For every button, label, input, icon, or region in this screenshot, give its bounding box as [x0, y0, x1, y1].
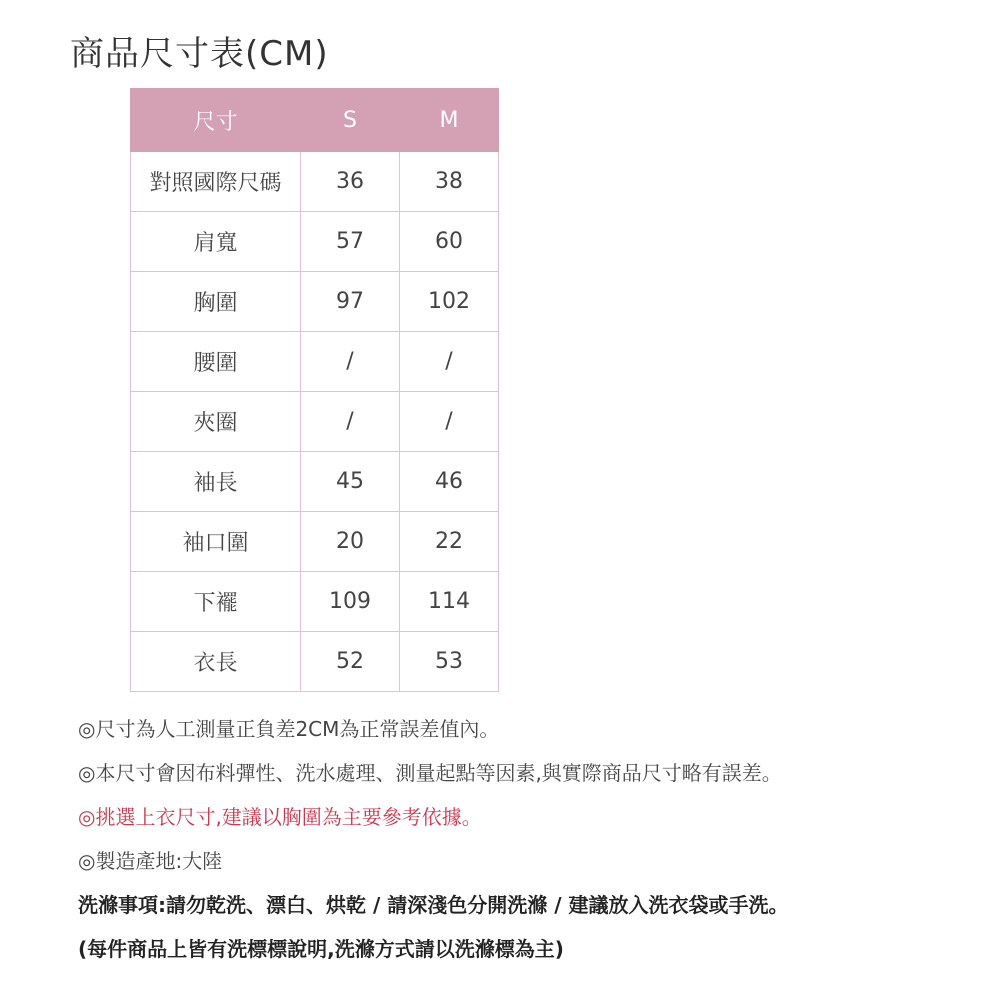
table-row — [131, 272, 499, 332]
table-row — [131, 572, 499, 632]
table-row — [131, 152, 499, 212]
row-label: 肩寬 — [131, 212, 301, 272]
table-row — [131, 332, 499, 392]
cell-m: 46 — [400, 452, 499, 512]
cell-m: 102 — [400, 272, 499, 332]
row-label: 腰圍 — [131, 332, 301, 392]
cell-m: 38 — [400, 152, 499, 212]
care-label-note: (每件商品上皆有洗標標說明,洗滌方式請以洗滌標為主) — [78, 937, 564, 961]
cell-s: 52 — [301, 632, 400, 692]
cell-m: 22 — [400, 512, 499, 572]
page-title: 商品尺寸表(CM) — [70, 34, 329, 74]
table-header-row — [131, 89, 499, 152]
cell-s: 45 — [301, 452, 400, 512]
table-row — [131, 632, 499, 692]
cell-s: / — [301, 332, 400, 392]
note-origin: ◎製造產地:大陸 — [78, 849, 223, 873]
cell-s: / — [301, 392, 400, 452]
cell-m: 60 — [400, 212, 499, 272]
cell-s: 97 — [301, 272, 400, 332]
header-size: 尺寸 — [131, 89, 301, 152]
cell-s: 109 — [301, 572, 400, 632]
row-label: 袖口圍 — [131, 512, 301, 572]
note-fabric-variance: ◎本尺寸會因布料彈性、洗水處理、測量起點等因素,與實際商品尺寸略有誤差。 — [78, 761, 782, 785]
table-row — [131, 452, 499, 512]
cell-m: / — [400, 332, 499, 392]
table-row — [131, 512, 499, 572]
cell-s: 57 — [301, 212, 400, 272]
care-instructions: 洗滌事項:請勿乾洗、漂白、烘乾 / 請深淺色分開洗滌 / 建議放入洗衣袋或手洗。 — [78, 893, 789, 917]
row-label: 對照國際尺碼 — [131, 152, 301, 212]
cell-s: 20 — [301, 512, 400, 572]
row-label: 下襬 — [131, 572, 301, 632]
row-label: 衣長 — [131, 632, 301, 692]
cell-m: 53 — [400, 632, 499, 692]
cell-m: / — [400, 392, 499, 452]
row-label: 胸圍 — [131, 272, 301, 332]
table-row — [131, 392, 499, 452]
row-label: 袖長 — [131, 452, 301, 512]
notes-section — [78, 712, 988, 976]
size-table — [130, 88, 499, 692]
cell-m: 114 — [400, 572, 499, 632]
header-m: M — [400, 89, 499, 152]
cell-s: 36 — [301, 152, 400, 212]
note-size-recommendation: ◎挑選上衣尺寸,建議以胸圍為主要參考依據。 — [78, 805, 482, 829]
note-measurement-tolerance: ◎尺寸為人工測量正負差2CM為正常誤差值內。 — [78, 717, 500, 741]
row-label: 夾圈 — [131, 392, 301, 452]
table-row — [131, 212, 499, 272]
header-s: S — [301, 89, 400, 152]
